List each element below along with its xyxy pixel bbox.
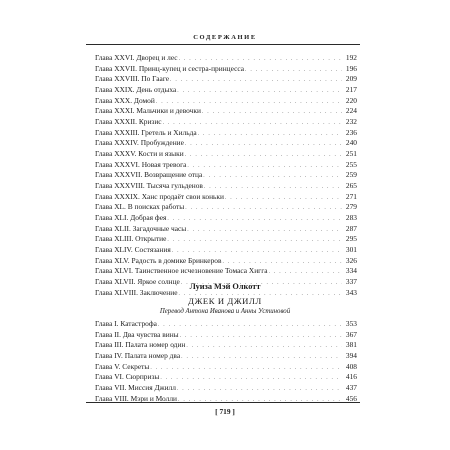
toc-entry [95, 245, 357, 256]
toc-entry [95, 266, 357, 277]
toc-entry-title: Глава VIII. Мэри и Молли [95, 393, 177, 403]
dot-leader [178, 395, 342, 406]
toc-entry [95, 372, 357, 383]
toc-entry [95, 128, 357, 139]
toc-entry-page: 287 [345, 223, 357, 233]
toc-entry [95, 138, 357, 149]
toc-entry [95, 96, 357, 107]
toc-entry-title: Глава V. Секреты [95, 361, 150, 371]
toc-entry-title: Глава XXXII. Кризис [95, 117, 162, 127]
translator-credit: Перевод Антона Иванова и Анны Устиновой [159, 308, 291, 315]
toc-entry-title: Глава I. Катастрофа [95, 319, 157, 328]
dot-leader [198, 129, 342, 140]
toc-entry [95, 351, 357, 362]
toc-entry [95, 213, 357, 224]
dot-leader [170, 75, 342, 86]
dot-leader [203, 171, 342, 182]
dot-leader [245, 65, 342, 76]
toc-list-second [95, 319, 357, 404]
toc-entry [95, 340, 357, 351]
toc-entry [95, 85, 357, 96]
toc-entry-title: Глава XXXI. Мальчики и девочки [95, 106, 201, 116]
toc-entry-page: 196 [345, 63, 357, 73]
author-name: Луиза Мэй Олкотт [189, 282, 261, 291]
toc-entry [95, 149, 357, 160]
toc-entry-page: 251 [345, 149, 357, 159]
toc-entry-page: 394 [345, 351, 357, 361]
toc-entry-title: Глава XXIX. День отдыха [95, 85, 177, 95]
toc-entry [95, 192, 357, 203]
header-rule [86, 44, 360, 45]
toc-entry-page: 416 [345, 372, 357, 382]
toc-entry-title: Глава XXXVI. Новая тревога [95, 159, 187, 169]
toc-entry-page: 343 [345, 287, 357, 297]
toc-entry [95, 160, 357, 171]
dot-leader [187, 225, 342, 236]
toc-entry-page: 232 [345, 117, 357, 127]
dot-leader [186, 341, 342, 352]
toc-entry-title: Глава XLV. Радость в домике Бринкеров [95, 255, 222, 265]
toc-entry-page: 283 [345, 213, 357, 223]
toc-entry-page: 408 [345, 361, 357, 371]
dot-leader [150, 363, 342, 374]
dot-leader [187, 161, 342, 172]
toc-entry [95, 224, 357, 235]
toc-entry-title: Глава XXVI. Дворец и лес [95, 53, 178, 62]
toc-entry-title: Глава XLII. Загадочные часы [95, 223, 187, 233]
toc-entry-title: Глава VII. Миссия Джилл [95, 383, 176, 393]
toc-entry [95, 383, 357, 394]
page-number: [ 719 ] [215, 407, 235, 416]
toc-entry [95, 362, 357, 373]
toc-entry-title: Глава XLIV. Состязания [95, 245, 171, 255]
toc-entry-page: 295 [345, 234, 357, 244]
dot-leader [185, 150, 342, 161]
toc-entry-page: 240 [345, 138, 357, 148]
dot-leader [269, 267, 342, 278]
toc-entry-title: Глава XXVIII. По Гааге [95, 74, 170, 84]
dot-leader [181, 352, 342, 363]
toc-entry-title: Глава XXXIII. Гретель и Хильда [95, 127, 197, 137]
dot-leader [167, 214, 342, 225]
toc-entry-title: Глава XLVIII. Заключение [95, 287, 178, 297]
toc-entry-page: 337 [345, 277, 357, 287]
toc-entry-page: 271 [345, 191, 357, 201]
toc-entry [95, 170, 357, 181]
toc-list-first [95, 53, 357, 298]
toc-entry-title: Глава VI. Сюрпризы [95, 372, 160, 382]
toc-entry [95, 74, 357, 85]
dot-leader [177, 384, 342, 395]
dot-leader [185, 139, 342, 150]
toc-entry [95, 106, 357, 117]
toc-entry-title: Глава III. Палата номер один [95, 340, 186, 350]
toc-entry-page: 437 [345, 383, 357, 393]
dot-leader [204, 182, 342, 193]
toc-entry-title: Глава XLI. Добрая фея [95, 213, 167, 223]
toc-entry-page: 326 [345, 255, 357, 265]
dot-leader [158, 320, 342, 331]
toc-entry-title: Глава XXXVIII. Тысяча гульденов [95, 181, 203, 191]
toc-entry [95, 234, 357, 245]
toc-entry-page: 265 [345, 181, 357, 191]
toc-entry-page: 217 [345, 85, 357, 95]
dot-leader [185, 203, 342, 214]
toc-entry-page: 255 [345, 159, 357, 169]
toc-entry-page: 259 [345, 170, 357, 180]
toc-entry-page: 456 [345, 393, 357, 403]
toc-entry-page: 381 [345, 340, 357, 350]
toc-entry-page: 367 [345, 329, 357, 339]
toc-entry [95, 202, 357, 213]
toc-entry [95, 330, 357, 341]
toc-entry-page: 192 [345, 53, 357, 62]
toc-entry [95, 117, 357, 128]
toc-entry-title: Глава XXX. Домой [95, 95, 155, 105]
toc-entry-page: 220 [345, 95, 357, 105]
toc-entry-title: Глава XLVI. Таинственное исчезновение Томаса Хигга [95, 266, 268, 276]
footer-rule [86, 402, 360, 403]
toc-entry [95, 319, 357, 330]
toc-entry-page: 334 [345, 266, 357, 276]
toc-entry-title: Глава XXXVII. Возвращение отца [95, 170, 203, 180]
dot-leader [177, 86, 342, 97]
toc-entry-page: 224 [345, 106, 357, 116]
toc-entry-page: 301 [345, 245, 357, 255]
toc-entry [95, 181, 357, 192]
toc-entry-title: Глава XXXV. Кости и языки [95, 149, 184, 159]
toc-entry [95, 53, 357, 64]
running-header: СОДЕРЖАНИЕ [193, 34, 257, 41]
toc-entry-title: Глава XXXIX. Ханс продаёт свои коньки [95, 191, 224, 201]
toc-entry [95, 256, 357, 267]
toc-entry-page: 236 [345, 127, 357, 137]
toc-entry-page: 353 [345, 319, 357, 328]
dot-leader [160, 373, 342, 384]
toc-entry-page: 209 [345, 74, 357, 84]
toc-entry-title: Глава XXXIV. Пробуждение [95, 138, 184, 148]
dot-leader [167, 235, 342, 246]
toc-entry-title: Глава XXVII. Принц-купец и сестра-принцесса [95, 63, 244, 73]
toc-entry-title: Глава II. Два чувства вины [95, 329, 179, 339]
book-title: ДЖЕК И ДЖИЛЛ [188, 296, 262, 306]
toc-entry-title: Глава XLIII. Открытие [95, 234, 167, 244]
toc-entry-title: Глава XL. В поисках работы [95, 202, 185, 212]
toc-entry [95, 64, 357, 75]
toc-entry-title: Глава IV. Палата номер два [95, 351, 181, 361]
dot-leader [180, 331, 342, 342]
toc-entry-page: 279 [345, 202, 357, 212]
dot-leader [202, 107, 342, 118]
toc-entry-title: Глава XLVII. Яркое солнце [95, 277, 180, 287]
dot-leader [225, 193, 342, 204]
